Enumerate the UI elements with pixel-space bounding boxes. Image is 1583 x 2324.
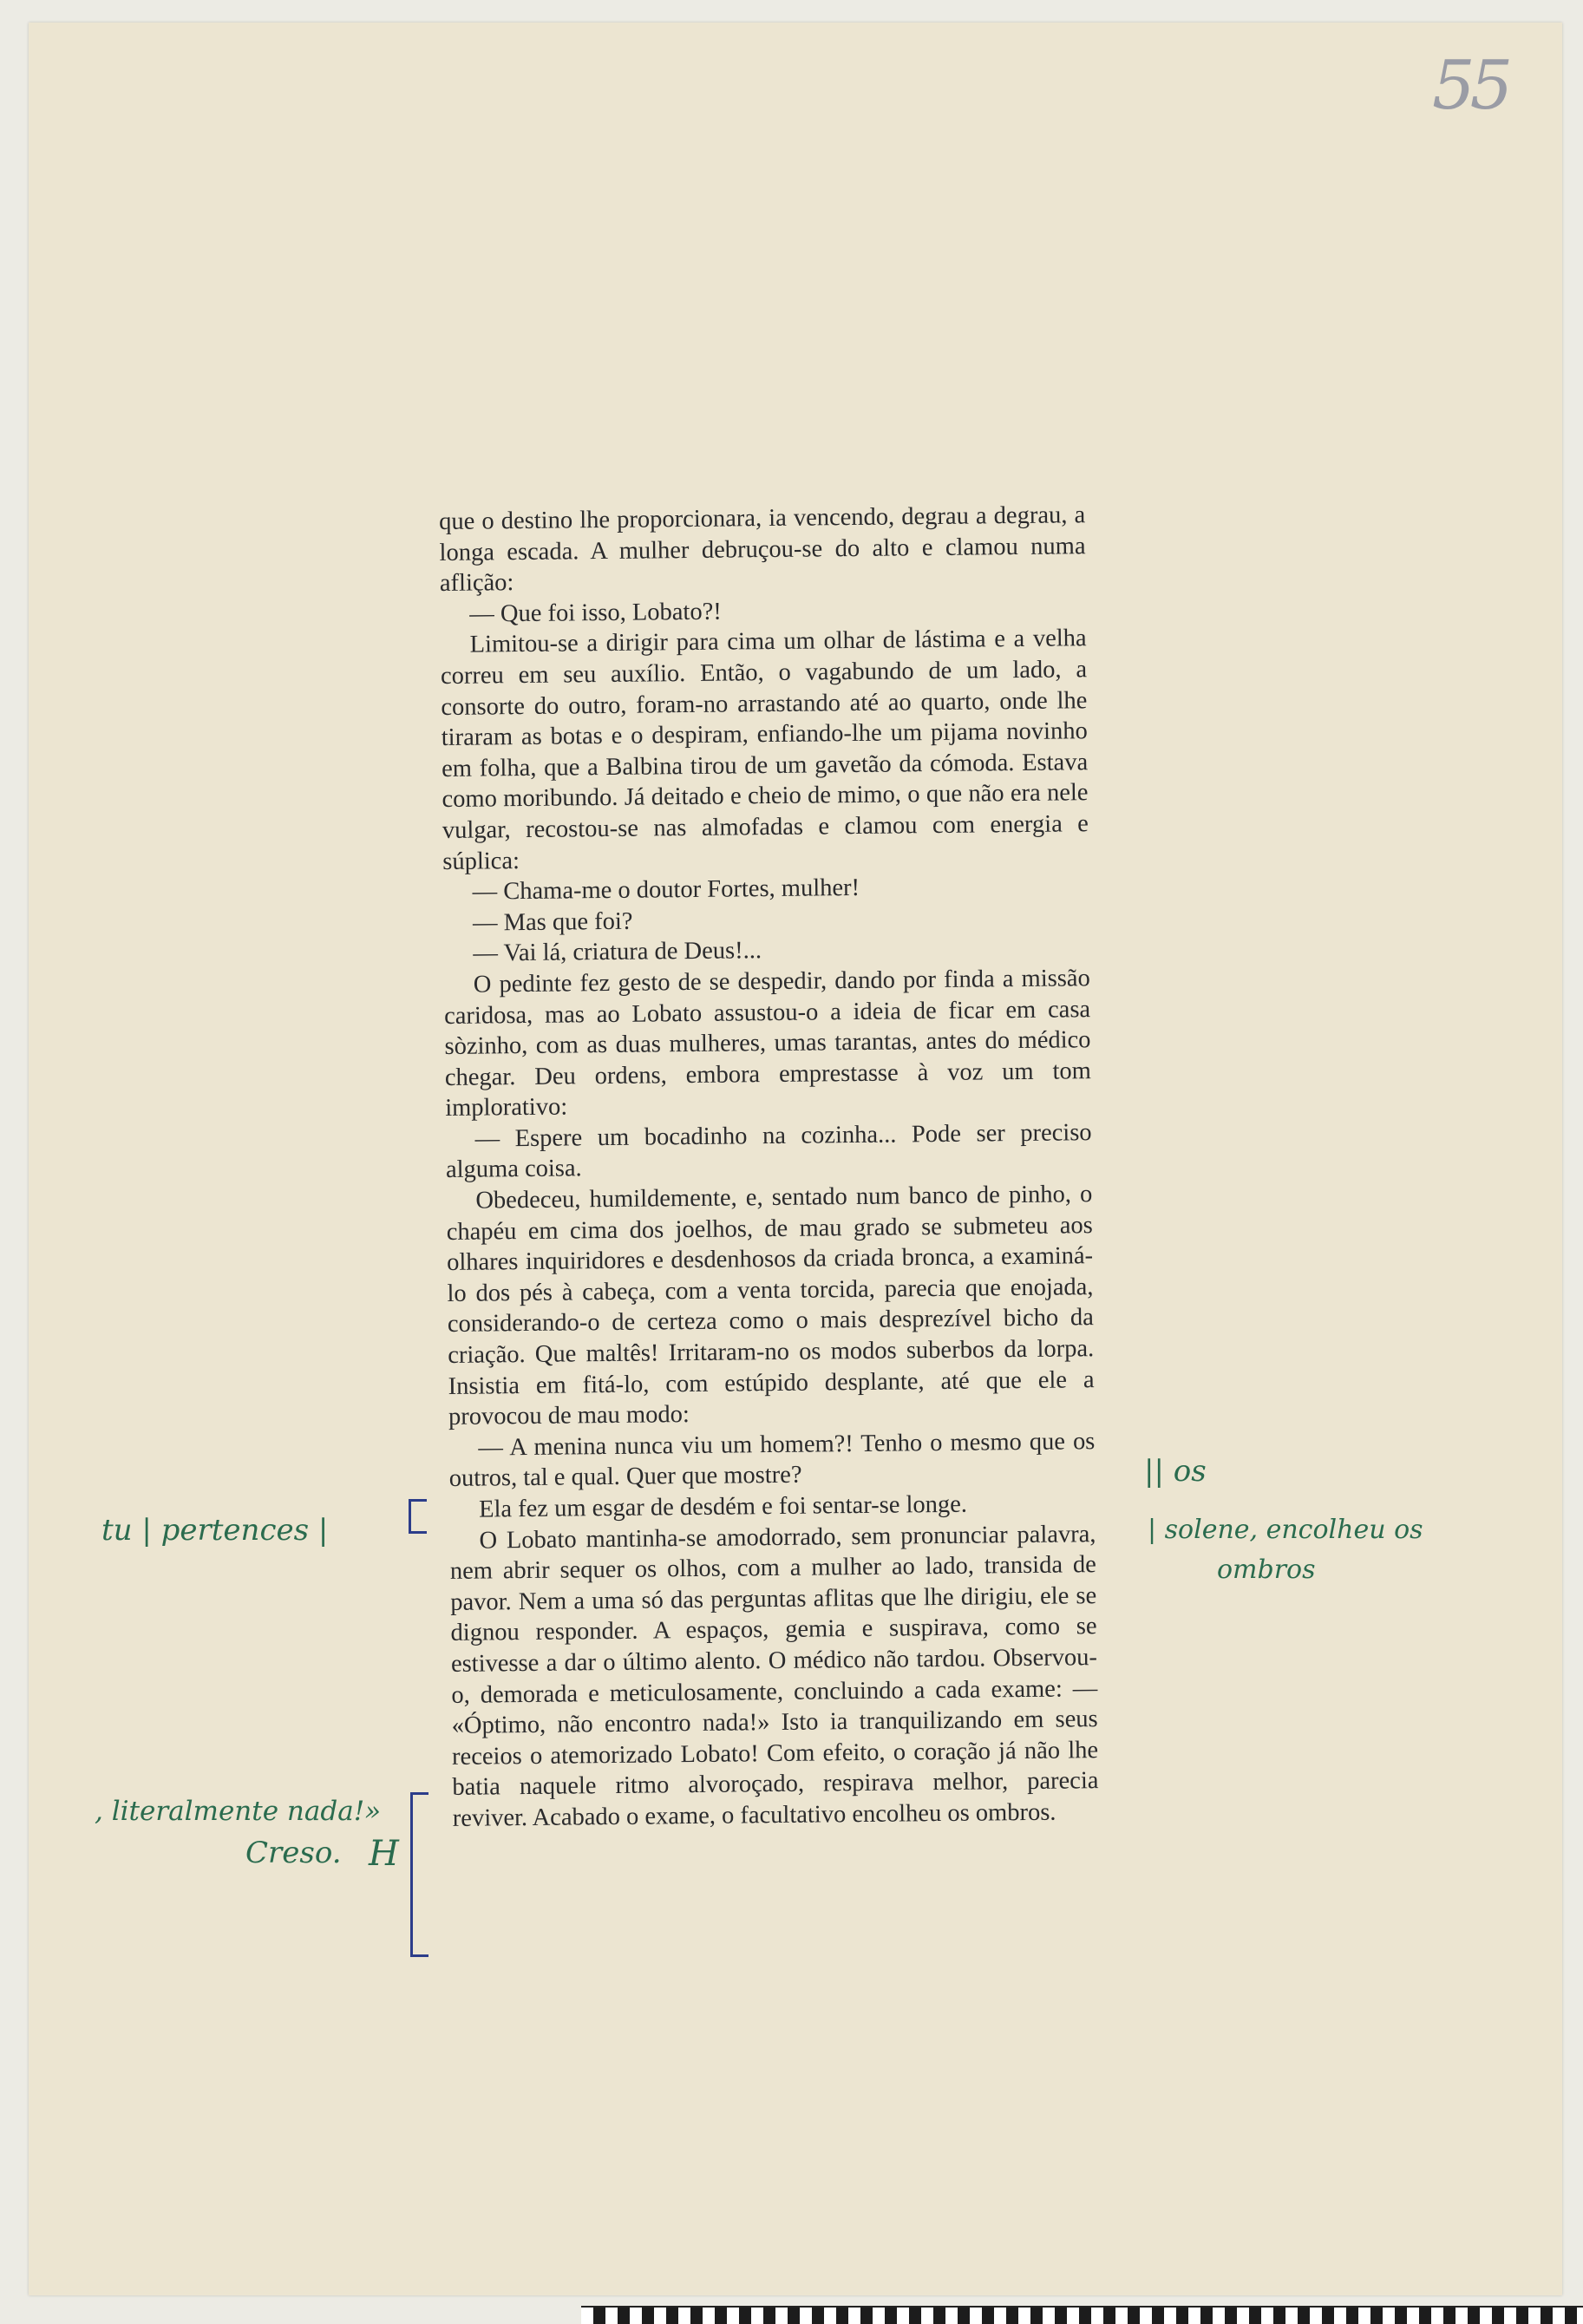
paragraph-8: — Espere um bocadinho na cozinha... Pode ser preciso alguma coisa. bbox=[445, 1119, 1092, 1184]
paragraph-11: Ela fez um esgar de desdém e foi sentar-se longe. bbox=[478, 1490, 968, 1523]
margin-note-left-4: H bbox=[369, 1834, 399, 1874]
page-number: 55 bbox=[1432, 47, 1508, 125]
correction-bracket-1 bbox=[409, 1499, 427, 1534]
paragraph-2: — Que foi isso, Lobato?! bbox=[469, 598, 722, 628]
paragraph-7: O pedinte fez gesto de se despedir, dando por finda a missão caridosa, mas ao Lobato assustou-o a ideia de ficar em casa sòzinho, com as duas mulheres, umas tarantas, antes do médico chegar. Deu ordens, embora emprestasse à voz um tom implorativo: bbox=[443, 965, 1092, 1123]
margin-note-right-2: | solene, encolheu os bbox=[1148, 1515, 1423, 1545]
scale-ruler bbox=[581, 2306, 1583, 2324]
paragraph-12: O Lobato mantinha-se amodorrado, sem pronunciar palavra, nem abrir sequer os olhos, com a mulher ao lado, transida de pavor. Nem a uma só das perguntas aflitas que lhe dirigiu, ele se dignou responder. A espaços, gemia e suspirava, como se estivesse a dar o último alento. O médico não tardou. Observou-o, demorada e meticulosamente, concluindo a cada exame: — «Óptimo, não encontro nada!» Isto ia tranquilizando em seus receios o atemorizado Lobato! Com efeito, o coração já não lhe batia naquele ritmo alvoroçado, respirava melhor, parecia reviver. Acabado o exame, o facultativo encolheu os ombros. bbox=[449, 1520, 1099, 1832]
paragraph-6: — Vai lá, criatura de Deus!... bbox=[473, 937, 762, 967]
paragraph-10: — A menina nunca viu um homem?! Tenho o mesmo que os outros, tal e qual. Quer que mostre? bbox=[448, 1427, 1096, 1493]
body-text bbox=[439, 500, 1099, 1834]
paragraph-4: — Chama-me o doutor Fortes, mulher! bbox=[472, 874, 860, 906]
paragraph-3: Limitou-se a dirigir para cima um olhar de lástima e a velha correu em seu auxílio. Então, o vagabundo de um lado, a consorte do outro, foram-no arrastando até ao quarto, onde lhe tiraram as botas e o despiram, enfiando-lhe um pijama novinho em folha, que a Balbina tirou de um gavetão da cómoda. Estava como moribundo. Já deitado e cheio de mimo, o que não era nele vulgar, recostou-se nas almofadas e clamou com energia e súplica: bbox=[440, 625, 1089, 875]
margin-note-left-1: tu | pertences | bbox=[101, 1513, 329, 1548]
margin-note-right-3: ombros bbox=[1217, 1555, 1316, 1585]
manuscript-page bbox=[29, 23, 1562, 2295]
margin-note-left-2: , literalmente nada!» bbox=[95, 1796, 382, 1827]
paragraph-9: Obedeceu, humildemente, e, sentado num banco de pinho, o chapéu em cima dos joelhos, de mau grado se submeteu aos olhares inquiridores e desdenhosos da criada bronca, a examiná-lo dos pés à cabeça, com a venta torcida, parecia que enojada, considerando-o de certeza como o mais desprezível bicho da criação. Que maltês! Irritaram-no os modos suberbos da lorpa. Insistia em fitá-lo, com estúpido desplante, até que ele a provocou de mau modo: bbox=[446, 1181, 1095, 1431]
margin-note-right-1: || os bbox=[1144, 1454, 1207, 1489]
paragraph-5: — Mas que foi? bbox=[472, 907, 633, 937]
correction-bracket-2 bbox=[410, 1792, 428, 1957]
paragraph-1: que o destino lhe proporcionara, ia vencendo, degrau a degrau, a longa escada. A mulher debruçou-se do alto e clamou numa aflição: bbox=[439, 501, 1086, 598]
margin-note-left-3: Creso. bbox=[245, 1836, 342, 1870]
